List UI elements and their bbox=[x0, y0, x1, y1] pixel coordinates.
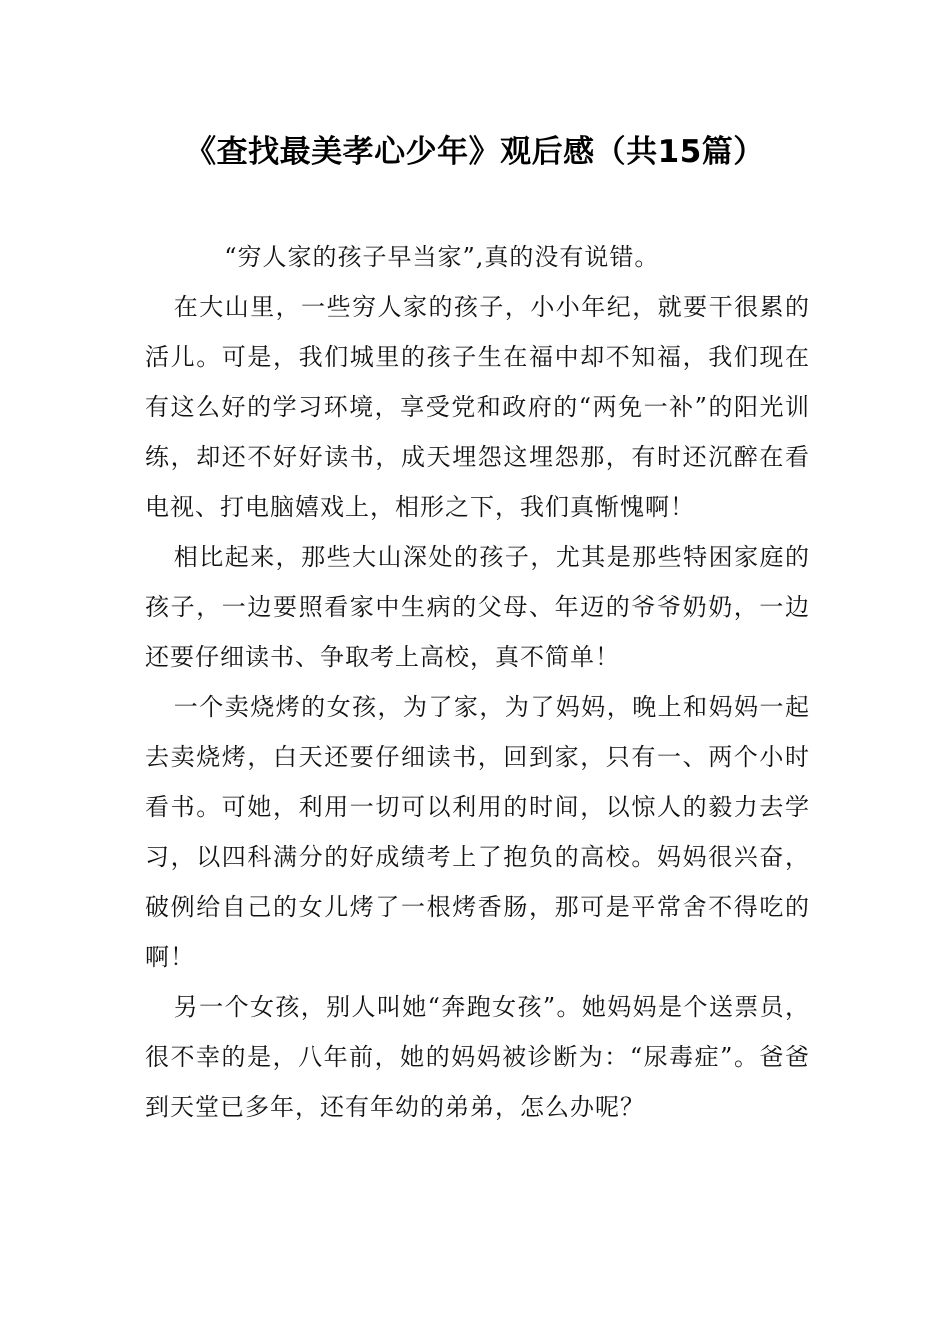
document-body bbox=[145, 232, 810, 1132]
document-title: 《查找最美孝心少年》观后感（共15篇） bbox=[185, 134, 765, 170]
paragraph: 在大山里，一些穷人家的孩子，小小年纪，就要干很累的活儿。可是，我们城里的孩子生在福中却不知福，我们现在有这么好的学习环境，享受党和政府的“两免一补”的阳光训练，却还不好好读书，成天埋怨这埋怨那，有时还沉醉在看电视、打电脑嬉戏上，相形之下，我们真惭愧啊！ bbox=[145, 293, 810, 521]
paragraph: 另一个女孩，别人叫她“奔跑女孩”。她妈妈是个送票员，很不幸的是，八年前，她的妈妈被诊断为：“尿毒症”。爸爸到天堂已多年，还有年幼的弟弟，怎么办呢？ bbox=[145, 993, 810, 1121]
paragraph: 相比起来，那些大山深处的孩子，尤其是那些特困家庭的孩子，一边要照看家中生病的父母、年迈的爷爷奶奶，一边还要仔细读书、争取考上高校，真不简单！ bbox=[145, 543, 810, 671]
paragraph: “穷人家的孩子早当家”,真的没有说错。 bbox=[224, 243, 660, 271]
paragraph: 一个卖烧烤的女孩，为了家，为了妈妈，晚上和妈妈一起去卖烧烤，白天还要仔细读书，回到家，只有一、两个小时看书。可她，利用一切可以利用的时间，以惊人的毅力去学习，以四科满分的好成绩考上了抱负的高校。妈妈很兴奋，破例给自己的女儿烤了一根烤香肠，那可是平常舍不得吃的啊！ bbox=[145, 693, 810, 971]
